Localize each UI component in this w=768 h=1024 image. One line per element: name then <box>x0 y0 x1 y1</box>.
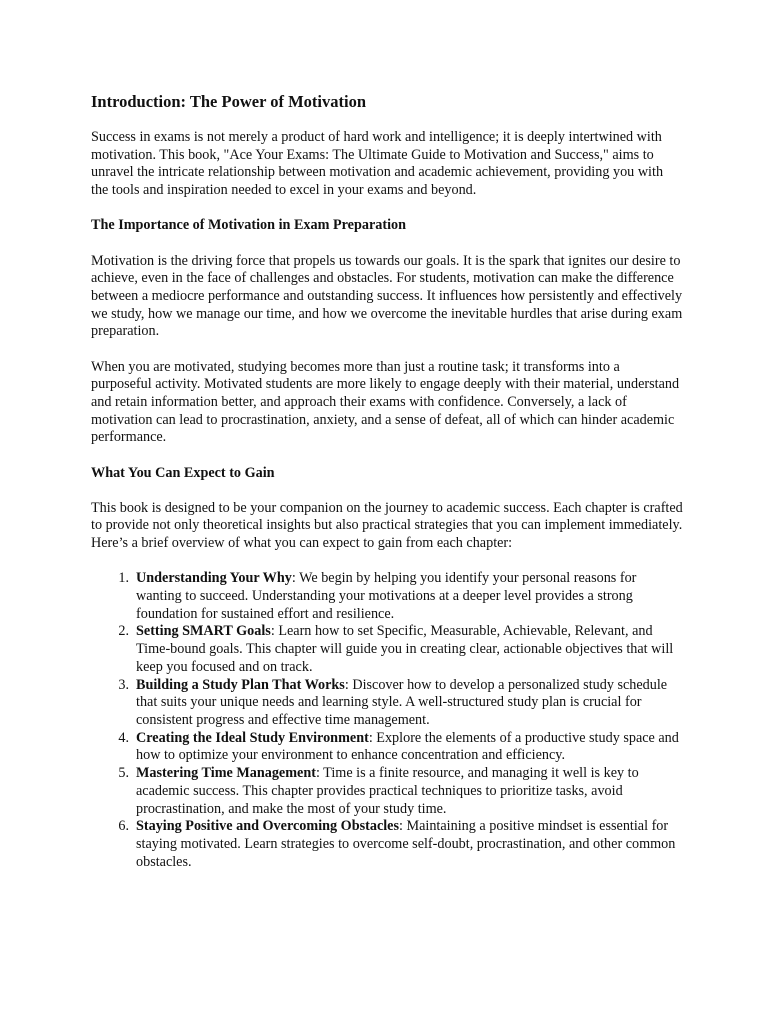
list-item-title: Building a Study Plan That Works <box>136 676 345 693</box>
section-heading-importance: The Importance of Motivation in Exam Preparation <box>91 217 406 234</box>
list-item <box>91 765 683 818</box>
gain-paragraph: This book is designed to be your companion on the journey to academic success. Each chapter is crafted to provide not only theoretical insights but also practical strategies that you can implement immediately. Here’s a brief overview of what you can expect to gain from each chapter: <box>91 499 683 552</box>
list-item-title: Creating the Ideal Study Environment <box>136 729 369 746</box>
list-item-number: 3. <box>118 676 129 693</box>
list-item-number: 5. <box>118 765 129 782</box>
list-item-title: Understanding Your Why <box>136 570 292 587</box>
list-item-number: 1. <box>118 570 129 587</box>
list-item <box>91 570 683 623</box>
importance-paragraph-1: Motivation is the driving force that propels us towards our goals. It is the spark that ignites our desire to achieve, even in the face of challenges and obstacles. For students, motivation can make the difference between a mediocre performance and outstanding success. It influences how persistently and effectively we study, how we manage our time, and how we overcome the inevitable hurdles that arise during exam preparation. <box>91 252 683 340</box>
list-item-number: 4. <box>118 729 129 746</box>
section-heading-gain: What You Can Expect to Gain <box>91 464 275 481</box>
list-item <box>91 677 683 730</box>
list-item-text: : Learn how to set Specific, Measurable, Achievable, Relevant, and Time-bound goals. This chapter will guide you in creating clear, actionable objectives that will keep you focused and on track. <box>136 623 674 675</box>
list-item <box>91 818 683 871</box>
importance-paragraph-2: When you are motivated, studying becomes more than just a routine task; it transforms into a purposeful activity. Motivated students are more likely to engage deeply with their material, understand and retain information better, and approach their exams with confidence. Conversely, a lack of motivation can lead to procrastination, anxiety, and a sense of defeat, all of which can hinder academic performance. <box>91 358 680 446</box>
list-item-title: Mastering Time Management <box>136 765 316 782</box>
list-item-text: : Explore the elements of a productive study space and how to optimize your environment to enhance concentration and efficiency. <box>136 729 679 764</box>
list-item-text: : Time is a finite resource, and managing it well is key to academic success. This chapter provides practical techniques to prioritize tasks, avoid procrastination, and make the most of your study time. <box>136 765 639 817</box>
list-item-number: 2. <box>118 623 129 640</box>
intro-paragraph: Success in exams is not merely a product of hard work and intelligence; it is deeply intertwined with motivation. This book, "Ace Your Exams: The Ultimate Guide to Motivation and Success," aims to unravel the intricate relationship between motivation and academic achievement, providing you with the tools and inspiration needed to excel in your exams and beyond. <box>91 129 664 199</box>
chapter-list <box>91 570 683 871</box>
document-content <box>91 92 683 871</box>
list-item <box>91 623 683 676</box>
list-item-number: 6. <box>118 818 129 835</box>
list-item-text: : We begin by helping you identify your personal reasons for wanting to succeed. Understanding your motivations at a deeper level provides a strong foundation for sustained effort and resilience. <box>136 570 637 622</box>
list-item-title: Setting SMART Goals <box>136 623 271 640</box>
list-item-text: : Maintaining a positive mindset is essential for staying motivated. Learn strategies to overcome self-doubt, procrastination, and other common obstacles. <box>136 818 676 870</box>
list-item <box>91 730 683 765</box>
page-title: Introduction: The Power of Motivation <box>91 92 366 111</box>
list-item-text: : Discover how to develop a personalized study schedule that suits your unique needs and learning style. A well-structured study plan is crucial for consistent progress and effective time management. <box>136 676 668 728</box>
list-item-title: Staying Positive and Overcoming Obstacles <box>136 818 399 835</box>
